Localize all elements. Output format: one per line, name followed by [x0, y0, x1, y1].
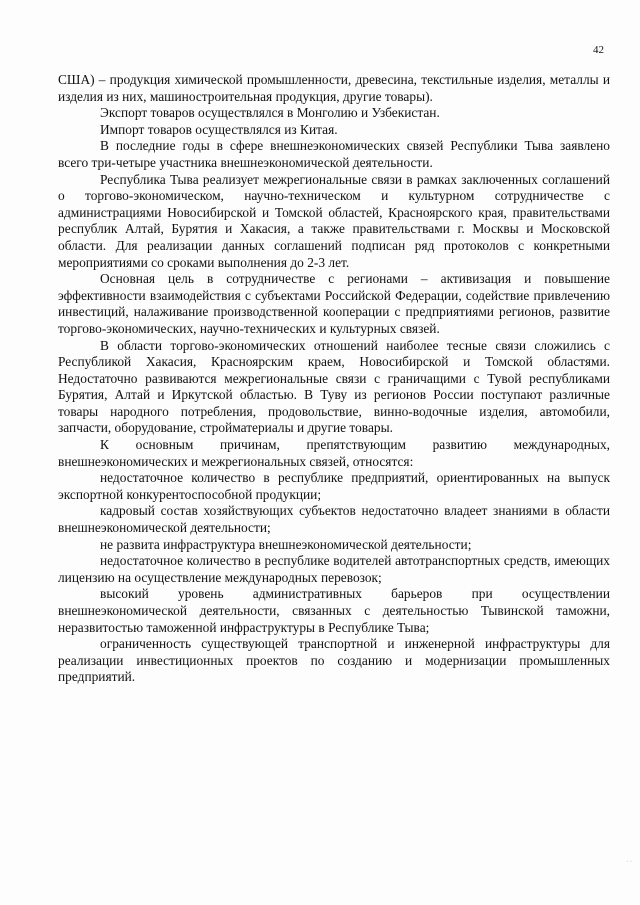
document-body	[58, 72, 610, 686]
list-item: высокий уровень административных барьеров при осуществлении внешнеэкономической деятельности, связанных с деятельностью Тывинской таможни, неразвитостью таможенной инфраструктуры в Республике Тыва;	[58, 586, 610, 635]
paragraph: В последние годы в сфере внешнеэкономических связей Республики Тыва заявлено всего три-четыре участника внешнеэкономической деятельности.	[58, 138, 610, 170]
list-item: кадровый состав хозяйствующих субъектов недостаточно владеет знаниями в области внешнеэкономической деятельности;	[58, 503, 610, 536]
paragraph: Республика Тыва реализует межрегиональные связи в рамках заключенных соглашений о торгово-экономическом, научно-техническом и культурном сотрудничестве с администрациями Новосибирской и Томской областей, Красноярского края, правительствами республик Алтай, Бурятия и Хакасия, а также правительствами г. Москвы и Московской области. Для реализации данных соглашений подписан ряд протоколов с конкретными мероприятиями со сроками выполнения до 2-3 лет.	[58, 171, 610, 270]
list-item: ограниченность существующей транспортной и инженерной инфраструктуры для реализации инвестиционных проектов по созданию и модернизации промышленных предприятий.	[58, 636, 610, 685]
paragraph: К основным причинам, препятствующим развитию международных, внешнеэкономических и межрегиональных связей, относятся:	[58, 437, 610, 469]
paragraph: Основная цель в сотрудничестве с регионами – активизация и повышение эффективности взаимодействия с субъектами Российской Федерации, содействие привлечению инвестиций, налаживание производственной кооперации с предприятиями регионов, развитие торгово-экономических, научно-технических и культурных связей.	[58, 271, 610, 336]
paragraph: США) – продукция химической промышленности, древесина, текстильные изделия, металлы и изделия из них, машиностроительная продукция, другие товары).	[58, 72, 610, 104]
scan-mark: · ·	[626, 859, 632, 865]
page-number: 42	[593, 44, 604, 56]
paragraph: Импорт товаров осуществлялся из Китая.	[100, 121, 338, 137]
list-item: недостаточное количество в республике предприятий, ориентированных на выпуск экспортной конкурентоспособной продукции;	[58, 470, 610, 502]
list-item: не развита инфраструктура внешнеэкономической деятельности;	[100, 536, 472, 552]
paragraph: В области торгово-экономических отношений наиболее тесные связи сложились с Республикой Хакасия, Красноярским краем, Новосибирской и Томской областями. Недостаточно развиваются межрегиональные связи с граничащими с Тувой республиками Бурятия, Алтай и Иркутской областью. В Туву из регионов России поступают различные товары народного потребления, продовольствие, винно-водочные изделия, автомобили, запчасти, оборудование, стройматериалы и другие товары.	[58, 337, 610, 436]
list-item: недостаточное количество в республике водителей автотранспортных средств, имеющих лицензию на осуществление международных перевозок;	[58, 553, 610, 585]
paragraph: Экспорт товаров осуществлялся в Монголию и Узбекистан.	[100, 105, 440, 121]
